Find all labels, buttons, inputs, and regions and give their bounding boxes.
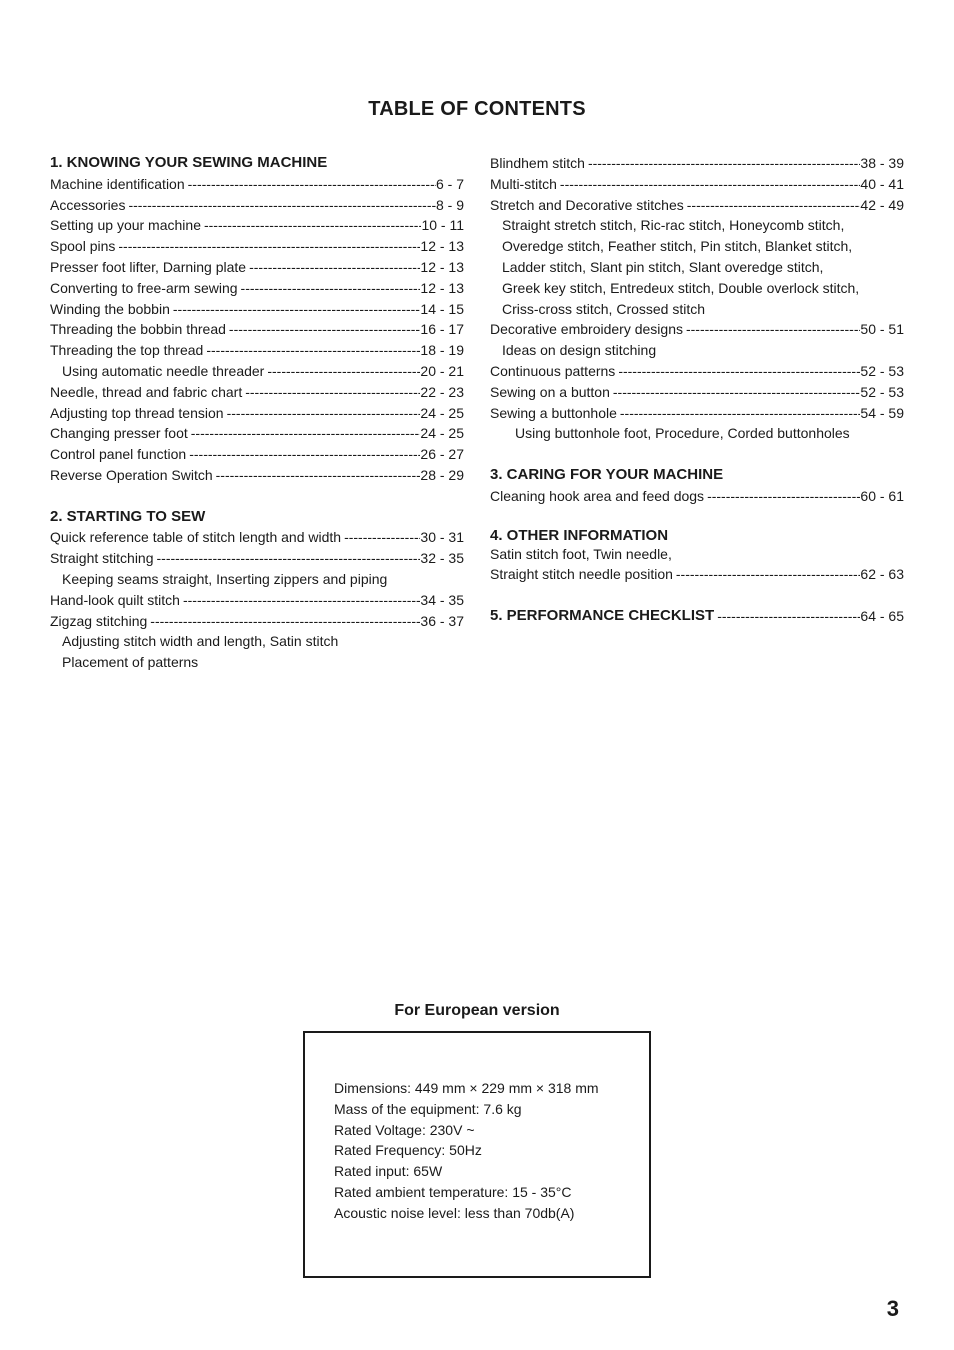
page-range: 64 - 65 — [860, 607, 904, 624]
page-range: 12 - 13 — [420, 279, 464, 296]
toc-subentry: Overedge stitch, Feather stitch, Pin stitch, Blanket stitch, — [502, 238, 853, 255]
toc-entry[interactable]: Spool pins ----- 12 - 13 — [50, 236, 464, 257]
page-range: 14 - 15 — [420, 300, 464, 317]
dot-leader — [704, 486, 860, 507]
dot-leader — [201, 215, 421, 236]
dot-leader — [226, 319, 420, 340]
dot-leader — [115, 236, 420, 257]
page-range: 60 - 61 — [860, 487, 904, 504]
toc-entry[interactable]: Changing presser foot ----- 24 - 25 — [50, 423, 464, 444]
page-range: 8 - 9 — [435, 196, 464, 213]
spec-rated-voltage: Rated Voltage: 230V ~ — [334, 1121, 475, 1138]
toc-entry[interactable]: Needle, thread and fabric chart ----- 22 - 23 — [50, 382, 464, 403]
toc-entry[interactable]: Reverse Operation Switch ----- 28 - 29 — [50, 465, 464, 486]
spec-ambient-temperature: Rated ambient temperature: 15 - 35°C — [334, 1183, 572, 1200]
toc-subentry: Criss-cross stitch, Crossed stitch — [502, 300, 706, 317]
toc-entry[interactable]: Winding the bobbin ----- 14 - 15 — [50, 299, 464, 320]
page-range: 34 - 35 — [420, 591, 464, 608]
page-range: 10 - 11 — [421, 217, 464, 234]
toc-entry[interactable]: Hand-look quilt stitch ----- 34 - 35 — [50, 590, 464, 611]
toc-entry[interactable]: Control panel function ----- 26 - 27 — [50, 444, 464, 465]
toc-entry[interactable]: Decorative embroidery designs ----- 50 - 51 — [490, 319, 904, 340]
spec-acoustic-noise: Acoustic noise level: less than 70db(A) — [334, 1204, 575, 1221]
toc-right-column — [490, 153, 904, 627]
dot-leader — [154, 548, 421, 569]
page-range: 54 - 59 — [860, 404, 904, 421]
page-range: 50 - 51 — [860, 321, 904, 338]
spacer — [490, 507, 904, 528]
page-range: 28 - 29 — [420, 466, 464, 483]
page-range: 12 - 13 — [420, 258, 464, 275]
page-range: 16 - 17 — [420, 321, 464, 338]
toc-entry[interactable]: Presser foot lifter, Darning plate ----- 12 - 13 — [50, 257, 464, 278]
dot-leader — [186, 444, 420, 465]
toc-subentry: Using buttonhole foot, Procedure, Corded buttonholes — [515, 425, 850, 442]
dot-leader — [683, 319, 860, 340]
toc-subentry: Greek key stitch, Entredeux stitch, Double overlock stitch, — [502, 279, 860, 296]
specifications-list — [334, 1078, 599, 1224]
dot-leader — [170, 299, 421, 320]
toc-entry[interactable]: Multi-stitch ----- 40 - 41 — [490, 174, 904, 195]
toc-subentry: Adjusting stitch width and length, Satin stitch — [62, 633, 339, 650]
toc-entry-performance-checklist[interactable] — [490, 606, 904, 627]
dot-leader — [341, 527, 420, 548]
toc-entry[interactable]: Threading the top thread ----- 18 - 19 — [50, 340, 464, 361]
spec-dimensions: Dimensions: 449 mm × 229 mm × 318 mm — [334, 1080, 599, 1096]
page-range: 52 - 53 — [860, 383, 904, 400]
dot-leader — [180, 590, 420, 611]
toc-subentry: Placement of patterns — [62, 654, 199, 671]
page-range: 12 - 13 — [420, 238, 464, 255]
dot-leader — [264, 361, 420, 382]
dot-leader — [224, 403, 421, 424]
dot-leader — [242, 382, 420, 403]
toc-entry[interactable]: Blindhem stitch ----- 38 - 39 — [490, 153, 904, 174]
toc-entry[interactable]: Accessories ----- 8 - 9 — [50, 195, 464, 216]
dot-leader — [714, 606, 860, 627]
section-heading-knowing-machine: 1. KNOWING YOUR SEWING MACHINE — [50, 154, 328, 171]
page-range: 22 - 23 — [420, 383, 464, 400]
toc-subentry: Ideas on design stitching — [502, 342, 657, 359]
toc-left-column — [50, 153, 464, 673]
section-heading-caring-for-machine: 3. CARING FOR YOUR MACHINE — [490, 465, 724, 483]
spacer — [490, 585, 904, 606]
toc-entry[interactable]: Setting up your machine ----- 10 - 11 — [50, 215, 464, 236]
page-range: 26 - 27 — [420, 446, 464, 463]
dot-leader — [188, 423, 421, 444]
page-range: 32 - 35 — [420, 550, 464, 567]
dot-leader — [557, 174, 861, 195]
dot-leader — [684, 195, 861, 216]
dot-leader — [585, 153, 860, 174]
page-range: 38 - 39 — [860, 155, 904, 171]
spec-rated-frequency: Rated Frequency: 50Hz — [334, 1142, 482, 1159]
page-range: 24 - 25 — [420, 404, 464, 421]
page-number: 3 — [886, 1296, 899, 1321]
page-range: 6 - 7 — [435, 175, 464, 192]
page-title: TABLE OF CONTENTS — [368, 98, 586, 120]
toc-entry[interactable]: Continuous patterns ----- 52 - 53 — [490, 361, 904, 382]
page-range: 62 - 63 — [860, 566, 904, 583]
dot-leader — [615, 361, 860, 382]
page-range: 40 - 41 — [860, 175, 904, 192]
section-heading-starting-to-sew: 2. STARTING TO SEW — [50, 507, 206, 525]
toc-entry[interactable]: Threading the bobbin thread ----- 16 - 17 — [50, 319, 464, 340]
toc-subentry: Straight stretch stitch, Ric-rac stitch, Honeycomb stitch, — [502, 217, 845, 234]
spacer — [490, 444, 904, 465]
page-range: 30 - 31 — [420, 529, 464, 546]
page-range: 24 - 25 — [420, 425, 464, 442]
toc-entry[interactable]: Straight stitching ----- 32 - 35 — [50, 548, 464, 569]
spec-mass: Mass of the equipment: 7.6 kg — [334, 1100, 522, 1117]
dot-leader — [610, 382, 861, 403]
toc-entry[interactable]: Zigzag stitching ----- 36 - 37 — [50, 611, 464, 632]
dot-leader — [147, 611, 420, 632]
dot-leader — [246, 257, 420, 278]
toc-entry[interactable]: Converting to free-arm sewing ----- 12 - 13 — [50, 278, 464, 299]
toc-entry[interactable]: Cleaning hook area and feed dogs ----- 60 - 61 — [490, 486, 904, 507]
section-heading-performance-checklist: 5. PERFORMANCE CHECKLIST — [490, 606, 715, 624]
toc-entry[interactable]: Sewing a buttonhole ----- 54 - 59 — [490, 403, 904, 424]
page-range: 18 - 19 — [420, 342, 464, 359]
toc-entry[interactable]: Stretch and Decorative stitches ----- 42 - 49 — [490, 195, 904, 216]
page-range: 52 - 53 — [860, 362, 904, 379]
spacer — [50, 486, 464, 507]
toc-subentry: Ladder stitch, Slant pin stitch, Slant overedge stitch, — [502, 258, 824, 275]
toc-entry[interactable]: Sewing on a button ----- 52 - 53 — [490, 382, 904, 403]
toc-entry[interactable]: Machine identification ----- 6 - 7 — [50, 174, 464, 195]
dot-leader — [213, 465, 421, 486]
page-range: 42 - 49 — [860, 196, 904, 213]
toc-entry[interactable]: Using automatic needle threader ----- 20 - 21 — [50, 361, 464, 382]
toc-subentry: Keeping seams straight, Inserting zippers and piping — [62, 570, 388, 587]
dot-leader — [125, 195, 436, 216]
toc-entry[interactable]: Straight stitch needle position ----- 62 - 63 — [490, 564, 904, 585]
dot-leader — [185, 174, 436, 195]
dot-leader — [238, 278, 421, 299]
dot-leader — [203, 340, 420, 361]
dot-leader — [617, 403, 861, 424]
specifications-box — [303, 1031, 651, 1278]
page-range: 36 - 37 — [420, 612, 464, 629]
toc-line: Satin stitch foot, Twin needle, — [490, 546, 672, 563]
dot-leader — [673, 564, 861, 585]
section-heading-other-information: 4. OTHER INFORMATION — [490, 527, 669, 545]
toc-entry[interactable]: Adjusting top thread tension ----- 24 - 25 — [50, 403, 464, 424]
european-version-caption: For European version — [394, 1002, 560, 1019]
spec-rated-input: Rated input: 65W — [334, 1163, 443, 1180]
page-range: 20 - 21 — [420, 362, 464, 379]
toc-entry[interactable]: Quick reference table of stitch length and width ----- 30 - 31 — [50, 527, 464, 548]
